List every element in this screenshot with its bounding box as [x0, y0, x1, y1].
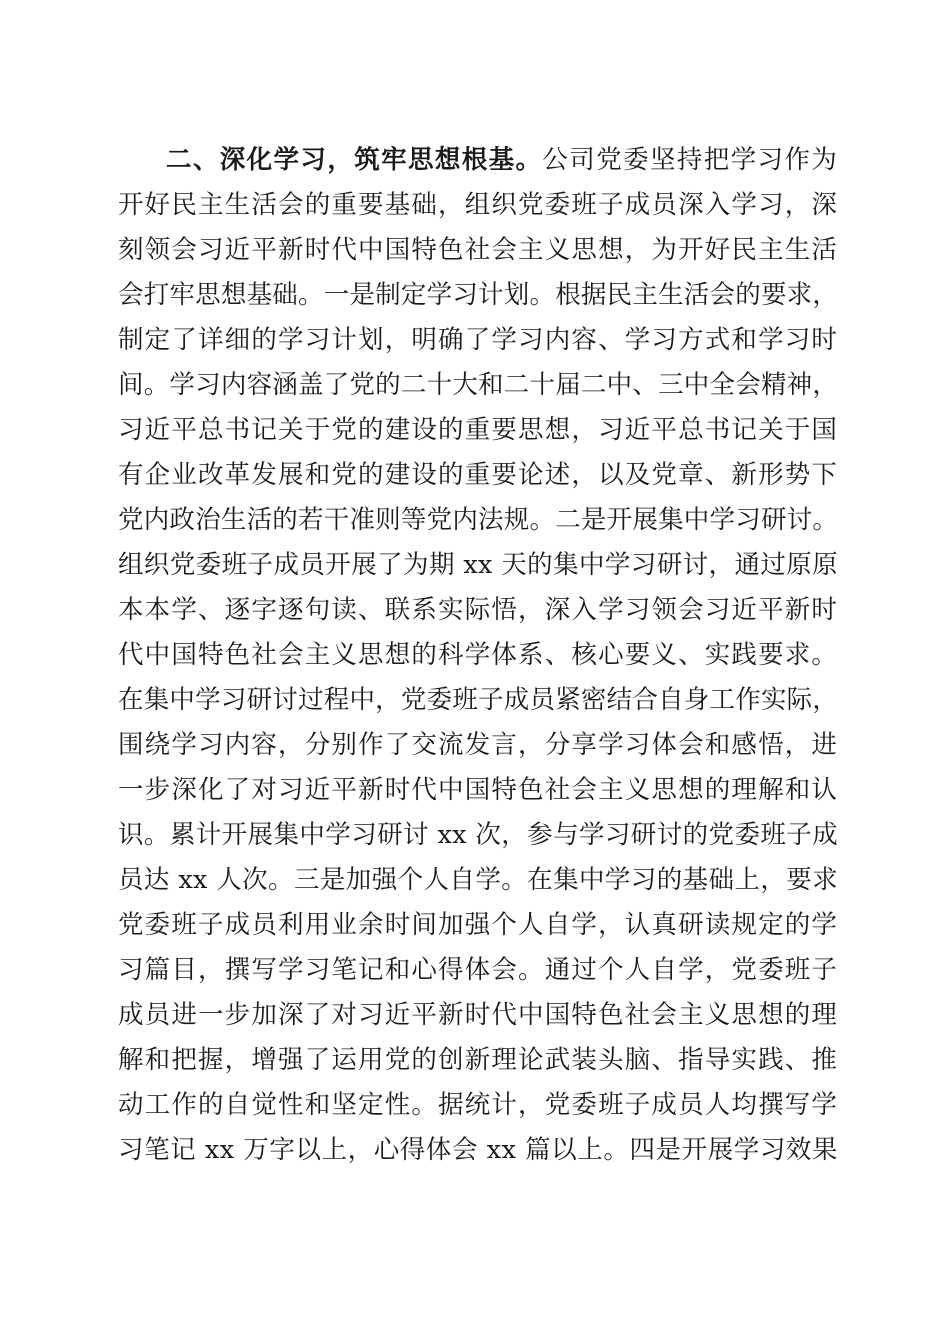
paragraph-line: 代中国特色社会主义思想的科学体系、核心要义、实践要求。 — [118, 640, 838, 670]
paragraph-line: 党内政治生活的若干准则等党内法规。二是开展集中学习研讨。 — [118, 505, 838, 535]
paragraph-line: 成员进一步加深了对习近平新时代中国特色社会主义思想的理 — [118, 1000, 838, 1030]
paragraph-line: 开好民主生活会的重要基础，组织党委班子成员深入学习，深 — [118, 190, 838, 220]
body-paragraph — [118, 138, 838, 1173]
paragraph-line: 党委班子成员利用业余时间加强个人自学，认真研读规定的学 — [118, 910, 838, 940]
paragraph-line: 有企业改革发展和党的建设的重要论述，以及党章、新形势下 — [118, 460, 838, 490]
paragraph-line-1-text: 公司党委坚持把学习作为 — [542, 145, 838, 175]
paragraph-line: 习笔记 xx 万字以上，心得体会 xx 篇以上。四是开展学习效果 — [118, 1135, 838, 1165]
paragraph-line: 本本学、逐字逐句读、联系实际悟，深入学习领会习近平新时 — [118, 595, 838, 625]
paragraph-line: 识。累计开展集中学习研讨 xx 次，参与学习研讨的党委班子成 — [118, 820, 838, 850]
paragraph-line: 员达 xx 人次。三是加强个人自学。在集中学习的基础上，要求 — [118, 865, 838, 895]
paragraph-line: 会打牢思想基础。一是制定学习计划。根据民主生活会的要求， — [118, 280, 838, 310]
paragraph-line: 解和把握，增强了运用党的创新理论武装头脑、指导实践、推 — [118, 1045, 838, 1075]
paragraph-line: 动工作的自觉性和坚定性。据统计，党委班子成员人均撰写学 — [118, 1090, 838, 1120]
paragraph-line: 习篇目，撰写学习笔记和心得体会。通过个人自学，党委班子 — [118, 955, 838, 985]
paragraph-line: 制定了详细的学习计划，明确了学习内容、学习方式和学习时 — [118, 325, 838, 355]
paragraph-line: 围绕学习内容，分别作了交流发言，分享学习体会和感悟，进 — [118, 730, 838, 760]
paragraph-line: 组织党委班子成员开展了为期 xx 天的集中学习研讨，通过原原 — [118, 550, 838, 580]
paragraph-line: 刻领会习近平新时代中国特色社会主义思想，为开好民主生活 — [118, 235, 838, 265]
paragraph-line: 习近平总书记关于党的建设的重要思想，习近平总书记关于国 — [118, 415, 838, 445]
paragraph-line: 间。学习内容涵盖了党的二十大和二十届二中、三中全会精神， — [118, 370, 838, 400]
section-heading: 二、深化学习，筑牢思想根基。 — [166, 145, 543, 175]
paragraph-line: 在集中学习研讨过程中，党委班子成员紧密结合自身工作实际， — [118, 685, 838, 715]
paragraph-line-1 — [118, 138, 838, 183]
paragraph-line: 一步深化了对习近平新时代中国特色社会主义思想的理解和认 — [118, 775, 838, 805]
